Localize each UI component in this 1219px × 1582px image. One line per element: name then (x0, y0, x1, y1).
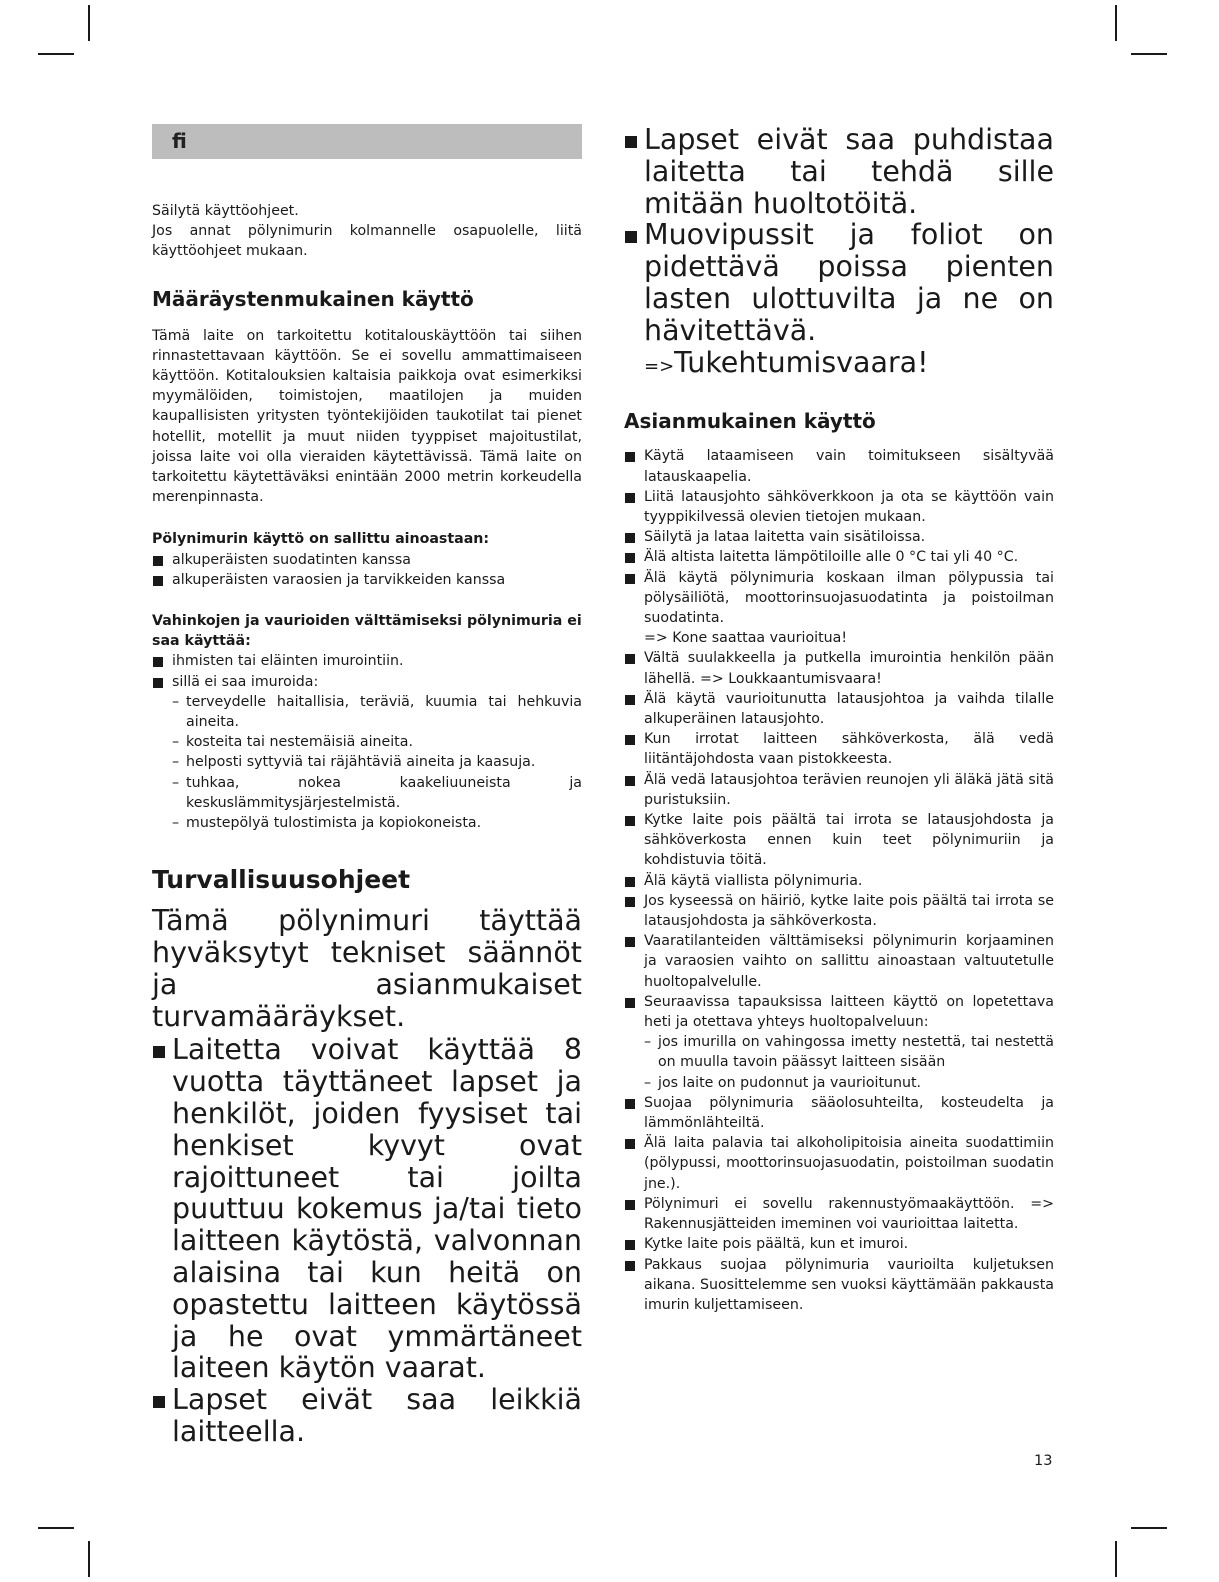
list-item: Muovipussit ja foliot on pidettävä poissa pienten lasten ulottuvilta ja ne on hävitettävä. (624, 219, 1054, 346)
intended-use-heading: Määräystenmukainen käyttö (152, 286, 474, 311)
intro-keep-manual: Säilytä käyttöohjeet. (152, 203, 299, 219)
list-item: Älä käytä vaurioitunutta latausjohtoa ja vaihda tilalle alkuperäinen latausjohto. (624, 689, 1054, 729)
proper-use-sublist (624, 1032, 1054, 1093)
list-item: Kytke laite pois päältä tai irrota se latausjohdosta ja sähköverkosta ennen kuin teet pölynimuriin ja kohdistuvia töitä. (624, 810, 1054, 871)
crop-mark (88, 1541, 90, 1577)
list-item: Säilytä ja lataa laitetta vain sisätiloissa. (624, 527, 1054, 547)
suffocation-text: Tukehtumisvaara! (674, 345, 929, 379)
list-item: – jos imurilla on vahingossa imetty nestettä, tai nestettä on muulla tavoin päässyt laitteen sisään (624, 1032, 1054, 1072)
list-item: Seuraavissa tapauksissa laitteen käyttö on lopetettava heti ja otettava yhteys huoltopalveluun: (624, 992, 1054, 1032)
proper-use-list-b (624, 648, 1054, 1032)
list-item: – helposti syttyviä tai räjähtäviä aineita ja kaasuja. (152, 752, 582, 772)
damage-note: => Kone saattaa vaurioitua! (644, 630, 848, 647)
list-item: Pakkaus suojaa pölynimuria vaurioilta kuljetuksen aikana. Suosittelemme sen vuoksi käyttämään pakkausta imurin kuljettamiseen. (624, 1255, 1054, 1316)
safety-list-left (152, 1034, 582, 1447)
list-item: sillä ei saa imuroida: (152, 672, 582, 692)
allowed-list (152, 550, 582, 590)
list-item: Älä käytä viallista pölynimuria. (624, 871, 1054, 891)
crop-mark (1131, 1527, 1167, 1529)
avoid-sublist (152, 692, 582, 833)
safety-heading: Turvallisuusohjeet (152, 865, 411, 895)
right-column (624, 124, 1054, 1315)
safety-intro: Tämä pölynimuri täyttää hyväksytyt tekniset säännöt ja asianmukaiset turvamääräykset. (152, 904, 582, 1033)
list-item: Älä käytä pölynimuria koskaan ilman pölypussia tai pölysäiliötä, moottorinsuojasuodatinta ja poistoilman suodatinta. (624, 568, 1054, 629)
proper-use-list-c (624, 1093, 1054, 1315)
crop-mark (1131, 53, 1167, 55)
list-item: – jos laite on pudonnut ja vaurioitunut. (624, 1073, 1054, 1093)
list-item: Laitetta voivat käyttää 8 vuotta täyttäneet lapset ja henkilöt, joiden fyysiset tai henkiset kyvyt ovat rajoittuneet tai joilta puuttuu kokemus ja/tai tieto laitteen käytöstä, valvonnan alaisina tai kun heitä on opastettu laitteen käytössä ja he ovat ymmärtäneet laiteen käytön vaarat. (152, 1034, 582, 1384)
arrow-symbol: => (644, 355, 675, 377)
list-item: Liitä latausjohto sähköverkkoon ja ota se käyttöön vain tyyppikilvessä olevien tietojen mukaan. (624, 487, 1054, 527)
list-item: Lapset eivät saa puhdistaa laitetta tai tehdä sille mitään huoltotöitä. (624, 124, 1054, 219)
crop-mark (88, 5, 90, 41)
crop-mark (1115, 5, 1117, 41)
list-item: Lapset eivät saa leikkiä laitteella. (152, 1384, 582, 1448)
list-item: Käytä lataamiseen vain toimitukseen sisältyvää latauskaapelia. (624, 446, 1054, 486)
left-column (152, 124, 582, 1448)
list-item: Kytke laite pois päältä, kun et imuroi. (624, 1234, 1054, 1254)
suffocation-warning (624, 347, 1054, 383)
proper-use-heading: Asianmukainen käyttö (624, 409, 876, 434)
proper-use-list-a (624, 446, 1054, 628)
list-item: alkuperäisten varaosien ja tarvikkeiden kanssa (152, 570, 582, 590)
crop-mark (38, 1527, 74, 1529)
intended-use-paragraph: Tämä laite on tarkoitettu kotitalouskäyttöön tai siihen rinnastettavaan käyttöön. Se ei sovellu ammattimaiseen käyttöön. Kotitalouksien kaltaisia paikkoja ovat esimerkiksi myymälöiden, toimistojen, maatilojen ja muiden kaupallisisten yritysten työntekijöiden taukotilat tai pienet hotellit, motellit ja muut niiden tyyppiset majoitustilat, joissa laite voi olla vieraiden käytettävissä. Tämä laite on tarkoitettu käytettäväksi enintään 2000 metrin korkeudella merenpinnasta. (152, 327, 582, 506)
list-item: Vältä suulakkeella ja putkella imurointia henkilön pään lähellä. => Loukkaantumisvaara! (624, 648, 1054, 688)
list-item: Älä vedä latausjohtoa terävien reunojen yli äläkä jätä sitä puristuksiin. (624, 770, 1054, 810)
list-item: – kosteita tai nestemäisiä aineita. (152, 732, 582, 752)
list-item: Vaaratilanteiden välttämiseksi pölynimurin korjaaminen ja varaosien vaihto on sallittu ainoastaan valtuutetulle huoltopalvelulle. (624, 931, 1054, 992)
language-tag: fi (152, 124, 582, 159)
list-item: Suojaa pölynimuria sääolosuhteilta, kosteudelta ja lämmönlähteiltä. (624, 1093, 1054, 1133)
crop-mark (38, 53, 74, 55)
list-item: ihmisten tai eläinten imurointiin. (152, 651, 582, 671)
list-item: – terveydelle haitallisia, teräviä, kuumia tai hehkuvia aineita. (152, 692, 582, 732)
list-item: – tuhkaa, nokea kaakeliuuneista ja keskuslämmitysjärjestelmistä. (152, 773, 582, 813)
page-number: 13 (1034, 1453, 1053, 1469)
list-item: Pölynimuri ei sovellu rakennustyömaakäyttöön. => Rakennusjätteiden imeminen voi vaurioittaa laitetta. (624, 1194, 1054, 1234)
crop-mark (1115, 1541, 1117, 1577)
allowed-heading: Pölynimurin käyttö on sallittu ainoastaan: (152, 531, 490, 548)
avoid-list (152, 651, 582, 691)
intro-pass-on: Jos annat pölynimurin kolmannelle osapuolelle, liitä käyttöohjeet mukaan. (152, 223, 582, 260)
list-item: Älä altista laitetta lämpötiloille alle 0 °C tai yli 40 °C. (624, 547, 1054, 567)
list-item: alkuperäisten suodatinten kanssa (152, 550, 582, 570)
avoid-heading: Vahinkojen ja vaurioiden välttämiseksi pölynimuria ei saa käyttää: (152, 613, 582, 650)
list-item: Kun irrotat laitteen sähköverkosta, älä vedä liitäntäjohdosta vaan pistokkeesta. (624, 729, 1054, 769)
list-item: Älä laita palavia tai alkoholipitoisia aineita suodattimiin (pölypussi, moottorinsuojasuodatin, poistoilman suodatin jne.). (624, 1133, 1054, 1194)
safety-list-right (624, 124, 1054, 347)
list-item: Jos kyseessä on häiriö, kytke laite pois päältä tai irrota se latausjohdosta ja sähköverkosta. (624, 891, 1054, 931)
list-item: – mustepölyä tulostimista ja kopiokoneista. (152, 813, 582, 833)
